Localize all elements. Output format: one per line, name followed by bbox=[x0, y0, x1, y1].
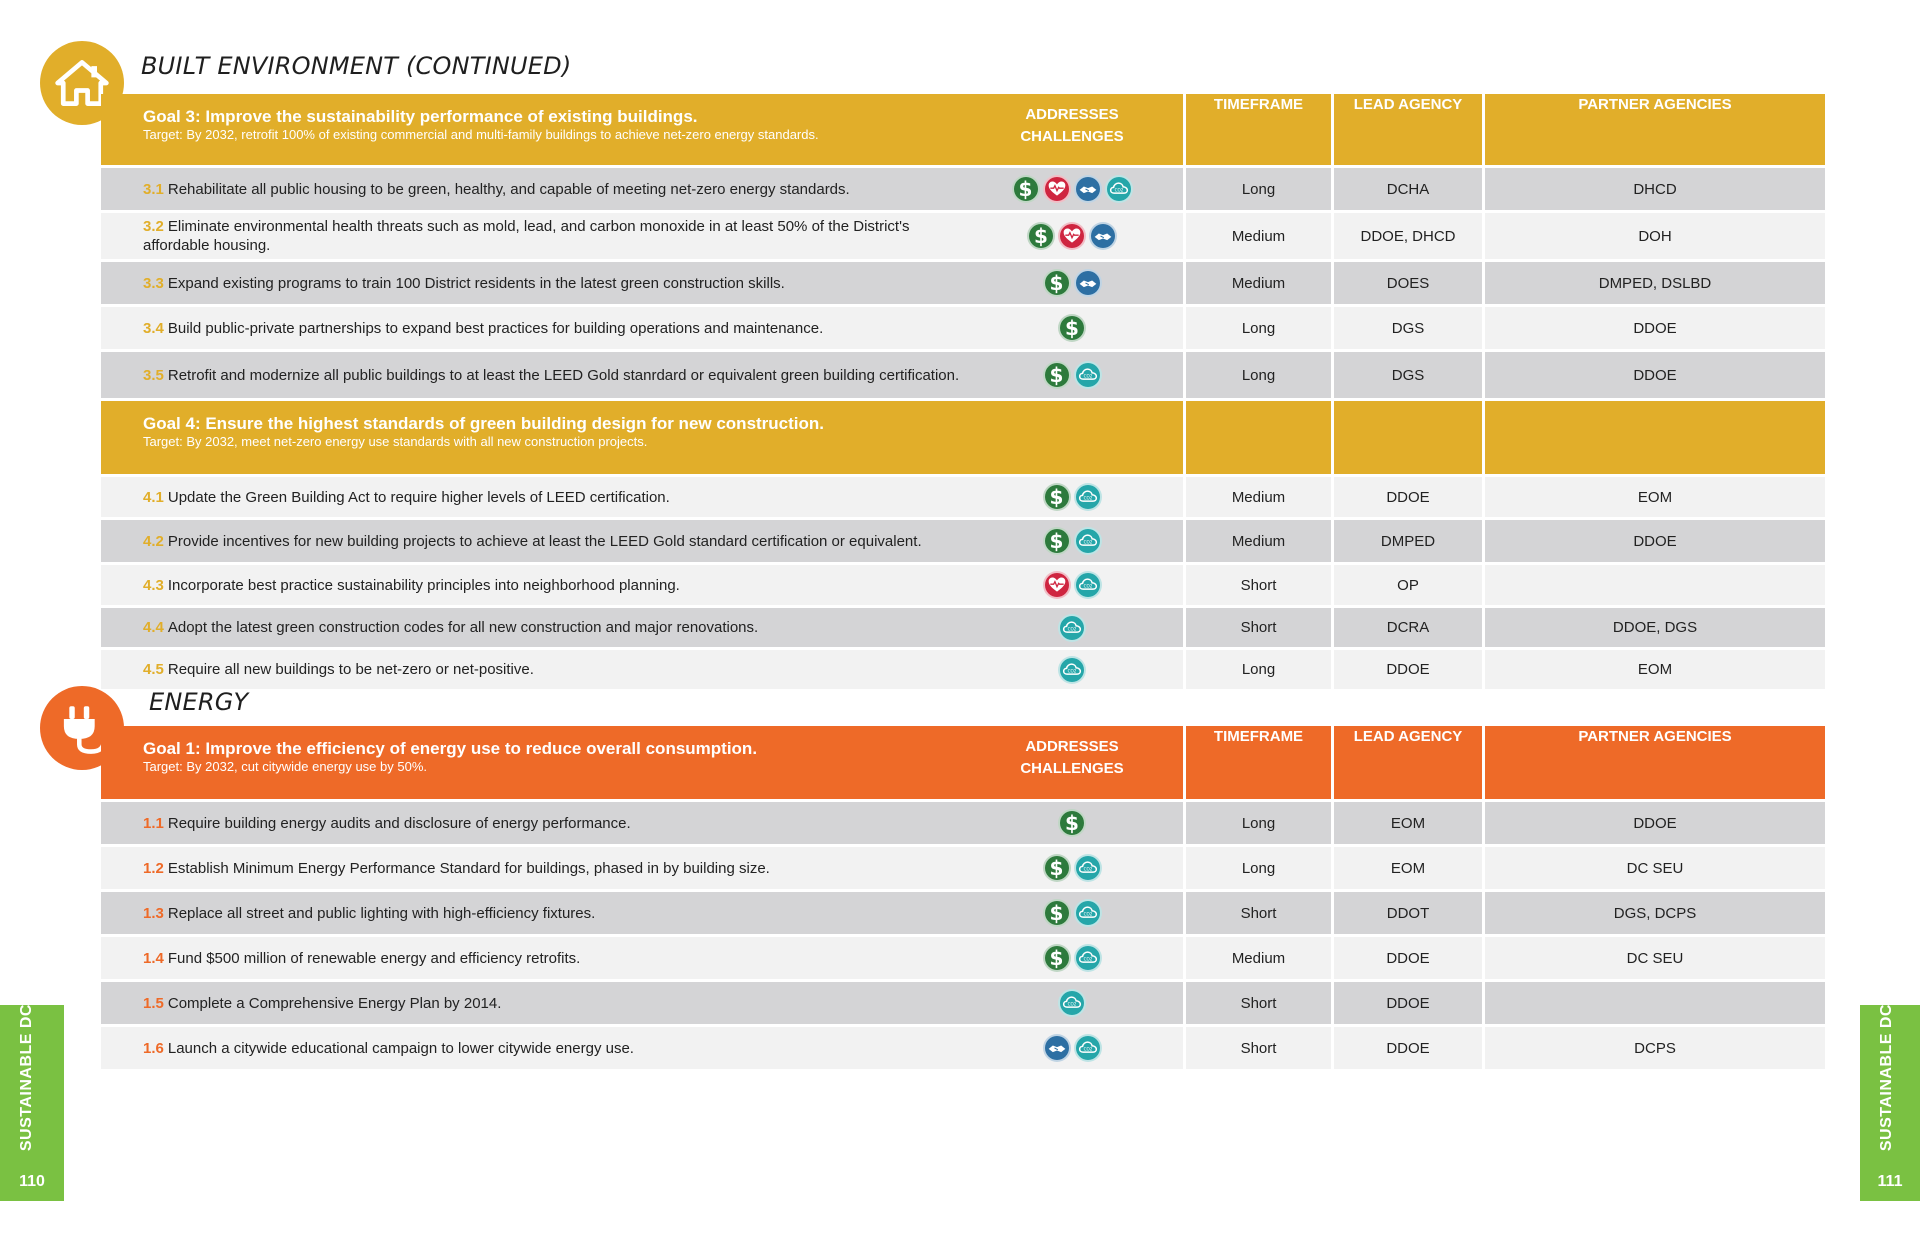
lead-cell: DDOT bbox=[1334, 889, 1485, 934]
action-cell bbox=[101, 165, 961, 210]
challenge-icons bbox=[1027, 222, 1117, 250]
action-number: 3.5 bbox=[143, 366, 164, 384]
action-number: 3.1 bbox=[143, 180, 164, 198]
challenge-icons bbox=[1043, 269, 1102, 297]
goal-title: Goal 3: Improve the sustainability performance of existing buildings. bbox=[143, 107, 698, 126]
co2-cloud-icon bbox=[1105, 175, 1133, 203]
action-cell bbox=[101, 210, 961, 259]
action-cell bbox=[101, 979, 961, 1024]
dollar-icon: $ bbox=[1058, 314, 1086, 342]
dollar-icon: $ bbox=[1043, 483, 1071, 511]
action-number: 3.4 bbox=[143, 319, 164, 337]
co2-cloud-icon bbox=[1058, 656, 1086, 684]
challenges-cell bbox=[961, 517, 1186, 562]
lead-cell: DDOE bbox=[1334, 979, 1485, 1024]
action-number: 1.3 bbox=[143, 904, 164, 922]
challenge-icons bbox=[1012, 175, 1133, 203]
goal-cell bbox=[101, 94, 961, 165]
handshake-icon bbox=[1089, 222, 1117, 250]
table-row bbox=[101, 979, 1825, 1024]
action-text: Replace all street and public lighting with high-efficiency fixtures. bbox=[167, 904, 596, 922]
section-title-built: BUILT ENVIRONMENT (CONTINUED) bbox=[141, 52, 572, 80]
co2-cloud-icon bbox=[1074, 361, 1102, 389]
handshake-icon bbox=[1074, 269, 1102, 297]
challenge-icons bbox=[1043, 571, 1102, 599]
action-number: 4.3 bbox=[143, 576, 164, 594]
action-number: 3.3 bbox=[143, 274, 164, 292]
co2-cloud-icon bbox=[1058, 989, 1086, 1017]
lead-cell: DDOE, DHCD bbox=[1334, 210, 1485, 259]
svg-text:CO2: CO2 bbox=[1083, 495, 1092, 501]
svg-text:CO2: CO2 bbox=[1083, 1046, 1092, 1052]
timeframe-cell: Short bbox=[1186, 562, 1334, 605]
action-text: Build public-private partnerships to expand best practices for building operations and maintenance. bbox=[167, 319, 824, 337]
section-title-energy: ENERGY bbox=[149, 688, 249, 716]
column-header-challenges: ADDRESSES CHALLENGES bbox=[961, 726, 1186, 799]
challenges-cell bbox=[961, 165, 1186, 210]
challenge-icons bbox=[1058, 656, 1086, 684]
table-row bbox=[101, 474, 1825, 517]
challenges-cell bbox=[961, 259, 1186, 304]
partner-cell bbox=[1485, 979, 1825, 1024]
action-number: 4.4 bbox=[143, 619, 164, 636]
table-row bbox=[101, 647, 1825, 689]
table-row bbox=[101, 562, 1825, 605]
lead-cell: DDOE bbox=[1334, 474, 1485, 517]
challenge-icons bbox=[1058, 614, 1086, 642]
timeframe-cell: Short bbox=[1186, 889, 1334, 934]
left-page-tab bbox=[0, 1005, 64, 1201]
timeframe-cell: Long bbox=[1186, 647, 1334, 689]
partner-cell: DDOE bbox=[1485, 517, 1825, 562]
action-number: 1.2 bbox=[143, 859, 164, 877]
column-header-partner: PARTNER AGENCIES bbox=[1485, 94, 1825, 165]
svg-text:CO2: CO2 bbox=[1114, 187, 1123, 193]
partner-cell: EOM bbox=[1485, 474, 1825, 517]
timeframe-cell: Medium bbox=[1186, 474, 1334, 517]
action-number: 1.1 bbox=[143, 814, 164, 832]
table-row bbox=[101, 304, 1825, 349]
action-text: Fund $500 million of renewable energy and efficiency retrofits. bbox=[167, 949, 581, 967]
action-text: Rehabilitate all public housing to be green, healthy, and capable of meeting net-zero energy standards. bbox=[167, 180, 850, 198]
timeframe-cell: Short bbox=[1186, 979, 1334, 1024]
column-header-lead: LEAD AGENCY bbox=[1334, 726, 1485, 799]
table-row bbox=[101, 517, 1825, 562]
action-text: Incorporate best practice sustainability principles into neighborhood planning. bbox=[167, 576, 680, 594]
svg-text:CO2: CO2 bbox=[1083, 539, 1092, 545]
action-cell bbox=[101, 562, 961, 605]
handshake-icon bbox=[1043, 1034, 1071, 1062]
timeframe-cell: Long bbox=[1186, 349, 1334, 398]
action-text: Complete a Comprehensive Energy Plan by 2014. bbox=[167, 994, 502, 1012]
health-heart-icon bbox=[1058, 222, 1086, 250]
table-row bbox=[101, 799, 1825, 844]
svg-text:CO2: CO2 bbox=[1083, 956, 1092, 962]
svg-text:CO2: CO2 bbox=[1067, 1001, 1077, 1007]
challenge-icons bbox=[1043, 483, 1102, 511]
column-header-timeframe: TIMEFRAME bbox=[1186, 726, 1334, 799]
goal-target: Target: By 2032, cut citywide energy use by 50%. bbox=[143, 759, 427, 774]
table-row bbox=[101, 349, 1825, 398]
action-number: 4.1 bbox=[143, 488, 164, 506]
goal-target: Target: By 2032, meet net-zero energy use standards with all new construction projects. bbox=[143, 434, 648, 449]
partner-cell bbox=[1485, 562, 1825, 605]
svg-text:CO2: CO2 bbox=[1067, 668, 1077, 673]
dollar-icon: $ bbox=[1027, 222, 1055, 250]
table-row bbox=[101, 844, 1825, 889]
challenges-cell bbox=[961, 647, 1186, 689]
partner-cell: DMPED, DSLBD bbox=[1485, 259, 1825, 304]
action-cell bbox=[101, 349, 961, 398]
column-header-partner bbox=[1485, 398, 1825, 474]
goal-header-row bbox=[101, 398, 1825, 474]
right-tab-label: SUSTAINABLE DC bbox=[1878, 1003, 1895, 1151]
partner-cell: DC SEU bbox=[1485, 934, 1825, 979]
challenges-cell bbox=[961, 349, 1186, 398]
timeframe-cell: Long bbox=[1186, 304, 1334, 349]
partner-cell: DCPS bbox=[1485, 1024, 1825, 1069]
column-header-challenges bbox=[961, 398, 1186, 474]
action-cell bbox=[101, 647, 961, 689]
co2-cloud-icon bbox=[1074, 944, 1102, 972]
action-number: 1.4 bbox=[143, 949, 164, 967]
svg-text:CO2: CO2 bbox=[1067, 626, 1077, 631]
column-header-lead: LEAD AGENCY bbox=[1334, 94, 1485, 165]
partner-cell: DOH bbox=[1485, 210, 1825, 259]
dollar-icon: $ bbox=[1043, 527, 1071, 555]
co2-cloud-icon bbox=[1074, 854, 1102, 882]
goal-cell bbox=[101, 726, 961, 799]
action-cell bbox=[101, 517, 961, 562]
action-number: 1.6 bbox=[143, 1039, 164, 1057]
timeframe-cell: Long bbox=[1186, 165, 1334, 210]
action-text: Require building energy audits and disclosure of energy performance. bbox=[167, 814, 631, 832]
action-cell bbox=[101, 259, 961, 304]
column-header-partner: PARTNER AGENCIES bbox=[1485, 726, 1825, 799]
goal-header-row bbox=[101, 726, 1825, 799]
challenges-cell bbox=[961, 474, 1186, 517]
goal-title: Goal 1: Improve the efficiency of energy use to reduce overall consumption. bbox=[143, 739, 758, 758]
column-header-lead bbox=[1334, 398, 1485, 474]
right-page-number: 111 bbox=[1877, 1173, 1903, 1190]
table-row bbox=[101, 1024, 1825, 1069]
partner-cell: DDOE bbox=[1485, 304, 1825, 349]
lead-cell: DMPED bbox=[1334, 517, 1485, 562]
action-cell bbox=[101, 889, 961, 934]
action-cell bbox=[101, 934, 961, 979]
left-page-number: 110 bbox=[19, 1173, 45, 1190]
left-tab-label: SUSTAINABLE DC bbox=[18, 1003, 35, 1151]
challenge-icons bbox=[1043, 944, 1102, 972]
dollar-icon: $ bbox=[1043, 854, 1071, 882]
lead-cell: EOM bbox=[1334, 799, 1485, 844]
goal-cell bbox=[101, 398, 961, 474]
table-row bbox=[101, 165, 1825, 210]
challenges-cell bbox=[961, 562, 1186, 605]
challenges-cell bbox=[961, 844, 1186, 889]
lead-cell: DDOE bbox=[1334, 934, 1485, 979]
action-cell bbox=[101, 304, 961, 349]
lead-cell: DCRA bbox=[1334, 605, 1485, 647]
svg-text:CO2: CO2 bbox=[1083, 373, 1092, 379]
challenge-icons bbox=[1043, 899, 1102, 927]
column-header-timeframe: TIMEFRAME bbox=[1186, 94, 1334, 165]
health-heart-icon bbox=[1043, 175, 1071, 203]
lead-cell: DDOE bbox=[1334, 1024, 1485, 1069]
built-environment-table bbox=[101, 94, 1825, 689]
challenge-icons bbox=[1043, 854, 1102, 882]
action-number: 1.5 bbox=[143, 994, 164, 1012]
partner-cell: DGS, DCPS bbox=[1485, 889, 1825, 934]
challenge-icons bbox=[1043, 527, 1102, 555]
action-text: Provide incentives for new building projects to achieve at least the LEED Gold standard certification or equivalent. bbox=[167, 532, 922, 550]
timeframe-cell: Medium bbox=[1186, 210, 1334, 259]
lead-cell: DOES bbox=[1334, 259, 1485, 304]
challenges-cell bbox=[961, 210, 1186, 259]
action-cell bbox=[101, 1024, 961, 1069]
dollar-icon: $ bbox=[1058, 809, 1086, 837]
action-text: Eliminate environmental health threats such as mold, lead, and carbon monoxide in at least 50% of the District's affordable housing. bbox=[143, 218, 910, 254]
action-cell bbox=[101, 844, 961, 889]
goal-title: Goal 4: Ensure the highest standards of green building design for new construction. bbox=[143, 414, 825, 433]
challenges-cell bbox=[961, 605, 1186, 647]
co2-cloud-icon bbox=[1058, 614, 1086, 642]
lead-cell: DDOE bbox=[1334, 647, 1485, 689]
action-text: Adopt the latest green construction codes for all new construction and major renovations. bbox=[167, 619, 759, 636]
challenges-cell bbox=[961, 304, 1186, 349]
table-row bbox=[101, 934, 1825, 979]
timeframe-cell: Long bbox=[1186, 844, 1334, 889]
action-number: 4.5 bbox=[143, 661, 164, 678]
table-row bbox=[101, 889, 1825, 934]
partner-cell: DDOE bbox=[1485, 349, 1825, 398]
table-row bbox=[101, 605, 1825, 647]
action-text: Update the Green Building Act to require higher levels of LEED certification. bbox=[167, 488, 670, 506]
co2-cloud-icon bbox=[1074, 483, 1102, 511]
health-heart-icon bbox=[1043, 571, 1071, 599]
action-text: Establish Minimum Energy Performance Standard for buildings, phased in by building size. bbox=[167, 859, 770, 877]
challenges-cell bbox=[961, 979, 1186, 1024]
challenge-icons bbox=[1058, 809, 1086, 837]
challenges-cell bbox=[961, 889, 1186, 934]
challenge-icons bbox=[1043, 1034, 1102, 1062]
action-number: 3.2 bbox=[143, 218, 164, 235]
dollar-icon: $ bbox=[1043, 269, 1071, 297]
timeframe-cell: Medium bbox=[1186, 517, 1334, 562]
lead-cell: DGS bbox=[1334, 304, 1485, 349]
timeframe-cell: Medium bbox=[1186, 934, 1334, 979]
timeframe-cell: Short bbox=[1186, 1024, 1334, 1069]
action-text: Retrofit and modernize all public buildings to at least the LEED Gold stanrdard or equivalent green building certification. bbox=[167, 366, 960, 384]
action-cell bbox=[101, 605, 961, 647]
challenges-cell bbox=[961, 1024, 1186, 1069]
timeframe-cell: Long bbox=[1186, 799, 1334, 844]
action-text: Require all new buildings to be net-zero or net-positive. bbox=[167, 661, 534, 678]
svg-text:CO2: CO2 bbox=[1083, 866, 1092, 872]
dollar-icon: $ bbox=[1043, 899, 1071, 927]
co2-cloud-icon bbox=[1074, 1034, 1102, 1062]
table-row bbox=[101, 210, 1825, 259]
svg-text:CO2: CO2 bbox=[1083, 911, 1092, 917]
svg-text:CO2: CO2 bbox=[1083, 583, 1092, 589]
action-cell bbox=[101, 474, 961, 517]
partner-cell: DC SEU bbox=[1485, 844, 1825, 889]
lead-cell: EOM bbox=[1334, 844, 1485, 889]
challenge-icons bbox=[1058, 314, 1086, 342]
partner-cell: DDOE, DGS bbox=[1485, 605, 1825, 647]
co2-cloud-icon bbox=[1074, 899, 1102, 927]
co2-cloud-icon bbox=[1074, 571, 1102, 599]
dollar-icon: $ bbox=[1043, 361, 1071, 389]
table-row bbox=[101, 259, 1825, 304]
goal-target: Target: By 2032, retrofit 100% of existing commercial and multi-family buildings to achieve net-zero energy standards. bbox=[143, 127, 819, 142]
action-text: Launch a citywide educational campaign to lower citywide energy use. bbox=[167, 1039, 634, 1057]
right-page-tab bbox=[1860, 1005, 1920, 1201]
challenges-cell bbox=[961, 934, 1186, 979]
dollar-icon: $ bbox=[1012, 175, 1040, 203]
handshake-icon bbox=[1074, 175, 1102, 203]
timeframe-cell: Short bbox=[1186, 605, 1334, 647]
energy-table bbox=[101, 726, 1825, 1069]
partner-cell: DDOE bbox=[1485, 799, 1825, 844]
partner-cell: DHCD bbox=[1485, 165, 1825, 210]
action-cell bbox=[101, 799, 961, 844]
column-header-challenges: ADDRESSES CHALLENGES bbox=[961, 94, 1186, 165]
co2-cloud-icon bbox=[1074, 527, 1102, 555]
dollar-icon: $ bbox=[1043, 944, 1071, 972]
action-number: 4.2 bbox=[143, 532, 164, 550]
partner-cell: EOM bbox=[1485, 647, 1825, 689]
challenge-icons bbox=[1043, 361, 1102, 389]
action-text: Expand existing programs to train 100 District residents in the latest green construction skills. bbox=[167, 274, 785, 292]
lead-cell: OP bbox=[1334, 562, 1485, 605]
challenges-cell bbox=[961, 799, 1186, 844]
challenge-icons bbox=[1058, 989, 1086, 1017]
lead-cell: DCHA bbox=[1334, 165, 1485, 210]
timeframe-cell: Medium bbox=[1186, 259, 1334, 304]
column-header-timeframe bbox=[1186, 398, 1334, 474]
lead-cell: DGS bbox=[1334, 349, 1485, 398]
goal-header-row bbox=[101, 94, 1825, 165]
